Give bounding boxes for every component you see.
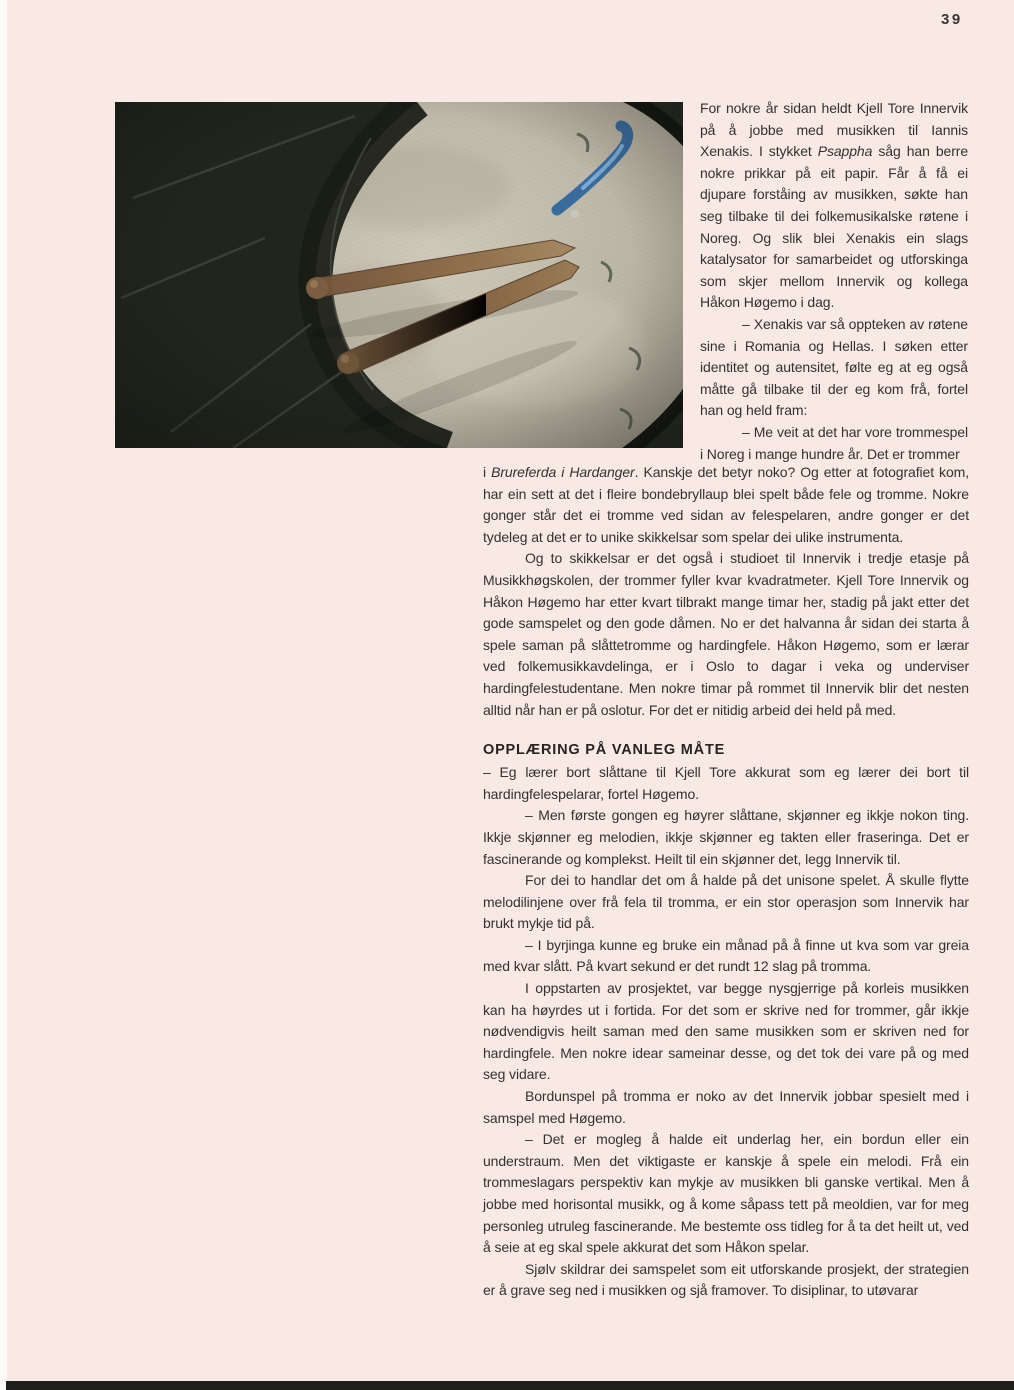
photo-vignette: [115, 102, 683, 448]
paragraph-quote-xenakis: – Xenakis var så oppteken av røtene sine i Romania og Hellas. I søken etter identitet og autensitet, følte eg at eg også måtte gå tilbake til der eg kom frå, fortel han og held fram:: [700, 315, 968, 419]
paragraph-quote-trommespel: – Me veit at det har vore trommespel i Noreg i mange hundre år. Det er trommer: [700, 423, 968, 462]
work-title-psappha: Psappha: [817, 143, 873, 160]
article-column: [700, 98, 968, 465]
work-title-brureferda: Brureferda i Hardanger: [491, 464, 635, 480]
scan-edge-bottom: [6, 1381, 1014, 1390]
paragraph-unisone-spelet: For dei to handlar det om å halde på det unisone spelet. Å skulle flytte melodilinjene over frå fela til tromma, er ein stor operasjon som Innervik har brukt mykje tid på.: [483, 872, 969, 932]
paragraph-laerer-bort: – Eg lærer bort slåttane til Kjell Tore akkurat som eg lærer dei bort til hardingfelespelarar, fortel Høgemo.: [483, 764, 969, 802]
page-number: 39: [941, 11, 963, 28]
paragraph-studio: Og to skikkelsar er det også i studioet til Innervik i tredje etasje på Musikkhøgskolen, der trommer fyller kvar kvadratmeter. Kjell Tore Innervik og Håkon Høgemo har etter kvart tilbrakt mange timar her, stadig på jakt etter det gode samspelet og den gode dåmen. No er det halvanna år sidan dei starta å spele saman på slåttetromme og hardingfele. Håkon Høgemo, som er lærar ved folkemusikkavdelinga, er i Oslo to dagar i veka og underviser hardingfelestudentane. Men nokre timar på rommet til Innervik blir det nesten alltid når han er på oslotur. For det er nitidig arbeid dei held på med.: [483, 550, 969, 718]
scan-edge-left: [0, 0, 7, 1390]
paragraph-oppstarten: I oppstarten av prosjektet, var begge nysgjerrige på korleis musikken kan ha høyrdes ut i fortida. For det som er skrive ned for trommer, går ikkje nødvendigvis heilt saman med den same musikken som er skriven ned for hardingfele. Men nokre idear sameinar desse, og det tok dei vare på og med seg vidare.: [483, 980, 969, 1083]
drum-photo: [115, 102, 683, 448]
drum-photo-illustration: [115, 102, 683, 448]
paragraph-intro: For nokre år sidan heldt Kjell Tore Innervik på å jobbe med musikken til Iannis Xenakis. I stykket Psappha såg han berre nokre prikkar på eit papir. Får å få ei djupare forståing av musikken, søkte han seg tilbake til dei folkemusikalske røtene i Noreg. Og slik blei Xenakis ein slags katalysator for samarbeidet og utforskinga som skjer mellom Innervik og kollega Håkon Høgemo i dag.: [700, 100, 968, 311]
paragraph-foerste-gongen: – Men første gongen eg høyrer slåttane, skjønner eg ikkje nokon ting. Ikkje skjønner eg melodien, ikkje skjønner eg takten eller fraseringa. Det er fascinerande og komplekst. Heilt til ein skjønner det, legg Innervik til.: [483, 807, 969, 867]
section-heading: OPPLÆRING PÅ VANLEG MÅTE: [483, 742, 726, 759]
paragraph-brureferda: i Brureferda i Hardanger. Kanskje det betyr noko? Og etter at fotografiet kom, har ein sett at det i fleire bondebryllaup blei spelt både fele og tromme. Nokre gonger står det ei tromme ved sidan av felespelaren, andre gonger er det tydeleg at det er to unike skikkelsar som spelar dei ulike instrumenta.: [483, 464, 969, 545]
paragraph-underlag: – Det er mogleg å halde eit underlag her, ein bordun eller ein understraum. Men det viktigaste er kanskje å spele ein melodi. Frå ein trommeslagars perspektiv kan mykje av musikken bli ganske vertikal. Men å jobbe med horisontal musikk, og å kome såpass tett på meoldien, var for meg personleg utruleg fascinerande. Me bestemte oss tidleg for å ta det heilt ut, ved å seie at eg skal spele akkurat det som Håkon spelar.: [483, 1131, 969, 1256]
paragraph-bordunspel: Bordunspel på tromma er noko av det Innervik jobbar spesielt med i samspel med Høgemo.: [483, 1088, 969, 1126]
article-body: [483, 462, 969, 1302]
paragraph-byrjinga: – I byrjinga kunne eg bruke ein månad på å finne ut kva som var greia med kvar slått. På kvart sekund er det rundt 12 slag på tromma.: [483, 936, 969, 975]
paragraph-utforskande: Sjølv skildrar dei samspelet som eit utforskande prosjekt, der strategien er å grave seg ned i musikken og sjå framover. To disiplinar, to utøvarar: [483, 1260, 969, 1299]
